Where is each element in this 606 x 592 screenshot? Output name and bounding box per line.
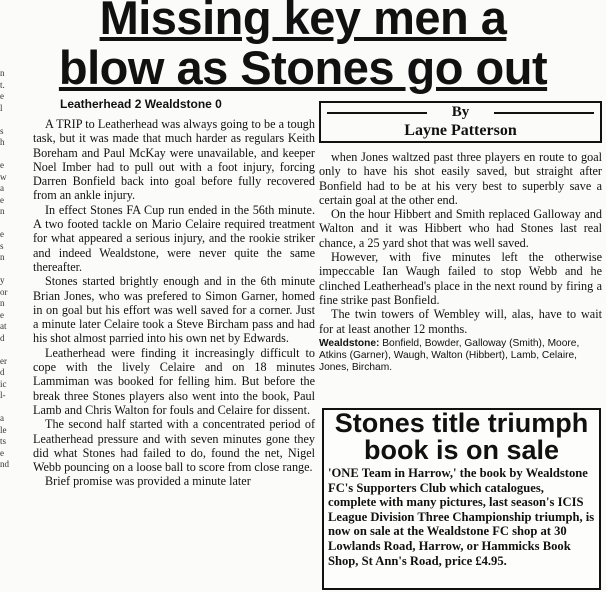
edge-fragment: nd: [0, 459, 9, 469]
edge-fragment: [0, 344, 12, 356]
edge-fragment: l-: [0, 390, 6, 400]
edge-fragment: n: [0, 252, 5, 262]
edge-fragment: [0, 402, 12, 414]
article-paragraph: when Jones waltzed past three players en route to goal only to have his shot easily saved, but straight after Bonfield had to be at his very best to superbly save a certain goal at the other end.: [319, 150, 602, 207]
article-paragraph: A TRIP to Leatherhead was always going to be a tough task, but it was made that much harder as regulars Keith Boreham and Paul McKay were unavailable, and keeper Noel Imber had to pull out with a foot injury, forcing Darren Bonfield back into goal before fully recovered from an ankle injury.: [33, 117, 315, 203]
edge-fragment: d: [0, 332, 5, 343]
edge-fragment: n: [0, 206, 5, 216]
team-lineup: [319, 338, 602, 374]
headline-line-2: blow as Stones go out: [58, 41, 548, 94]
edge-fragment: [0, 218, 12, 230]
edge-fragment: [0, 114, 12, 126]
article-paragraph: The twin towers of Wembley will, alas, have to wait for at least another 12 months.: [319, 307, 602, 336]
promo-title-line-2: book is on sale: [363, 435, 560, 465]
edge-fragment: ts: [0, 436, 7, 446]
promo-title-line-1: Stones title triumph: [334, 408, 589, 438]
edge-fragment: l: [0, 102, 3, 113]
edge-fragment: e: [0, 309, 4, 320]
promo-body: 'ONE Team in Harrow,' the book by Wealdstone FC's Supporters Club which catalogues, complete with many pictures, last season's ICIS League Division Three Championship triumph, is now on sale at the Wealdstone FC shop at 30 Lowlands Road, Harrow, or Hammicks Book Shop, St Ann's Road, price £4.95.: [328, 466, 595, 568]
lineup-players: Bonfield, Bowder, Galloway (Smith), Moore, Atkins (Garner), Waugh, Walton (Hibbert), Lamb, Celaire, Jones, Bircham.: [319, 337, 580, 373]
edge-fragment: y: [0, 275, 5, 285]
edge-fragment: n: [0, 68, 5, 78]
promo-title: [324, 410, 599, 464]
article-column-left: [33, 117, 315, 489]
book-promo-box: [322, 408, 601, 590]
byline-by: By: [451, 104, 470, 120]
edge-fragment: n: [0, 298, 5, 308]
edge-fragment: e: [0, 447, 4, 458]
article-paragraph: The second half started with a concentrated period of Leatherhead pressure and with seven minutes gone they did what Stones had failed to do, found the net, Nigel Webb pouncing on a loose ball to score from close range.: [33, 417, 315, 475]
article-paragraph: Leatherhead were finding it increasingly difficult to cope with the lively Celaire and on 18 minutes Lammiman was booked for felling him. But before the break three Stones players also went into the book, Paul Lamb and Chris Walton for fouls and Celaire for dissent.: [33, 345, 315, 417]
edge-fragment: at: [0, 321, 7, 331]
edge-fragment: [0, 149, 12, 161]
edge-fragment: d: [0, 367, 5, 377]
byline-rule-right: [494, 112, 594, 114]
byline-box: [319, 101, 602, 143]
edge-fragment: e: [0, 194, 4, 205]
adjacent-column-fragments: [0, 68, 12, 471]
edge-fragment: s: [0, 125, 4, 136]
edge-fragment: le: [0, 424, 7, 435]
edge-fragment: ic: [0, 378, 7, 389]
edge-fragment: w: [0, 171, 7, 182]
edge-fragment: h: [0, 137, 5, 147]
match-result: Leatherhead 2 Wealdstone 0: [60, 97, 222, 111]
edge-fragment: er: [0, 355, 7, 366]
edge-fragment: e: [0, 160, 4, 170]
edge-fragment: a: [0, 183, 4, 193]
headline-line-1: Missing key men a: [99, 0, 507, 44]
byline-author: Layne Patterson: [404, 122, 517, 139]
edge-fragment: a: [0, 413, 4, 423]
lineup-label: Wealdstone:: [319, 337, 380, 349]
article-paragraph: However, with five minutes left the otherwise impeccable Ian Waugh failed to stop Webb and he clinched Leatherhead's place in the next round by firing a fine strike past Bonfield.: [319, 250, 602, 307]
article-paragraph: On the hour Hibbert and Smith replaced Galloway and Walton and it was Hibbert who had Stones last real chance, a 25 yard shot that was well saved.: [319, 207, 602, 250]
article-column-right: [319, 150, 602, 374]
edge-fragment: or: [0, 286, 8, 297]
article-paragraph: Stones started brightly enough and in the 6th minute Brian Jones, who was prefered to Simon Garner, homed in on goal but his effort was well saved for a corner. Just a minute later Celaire took a Steve Bircham pass and had his shot almost parried into his own net by Edwards.: [33, 274, 315, 346]
edge-fragment: e: [0, 229, 4, 239]
edge-fragment: e: [0, 91, 4, 101]
edge-fragment: [0, 264, 12, 276]
article-paragraph: In effect Stones FA Cup run ended in the 56th minute. A two footed tackle on Mario Celaire required treatment for what appeared a serious injury, and the rookie striker and indeed Wealdstone, were never quite the same thereafter.: [33, 202, 315, 274]
edge-fragment: s: [0, 240, 4, 251]
edge-fragment: t.: [0, 79, 5, 90]
article-paragraph: Brief promise was provided a minute later: [45, 474, 251, 489]
